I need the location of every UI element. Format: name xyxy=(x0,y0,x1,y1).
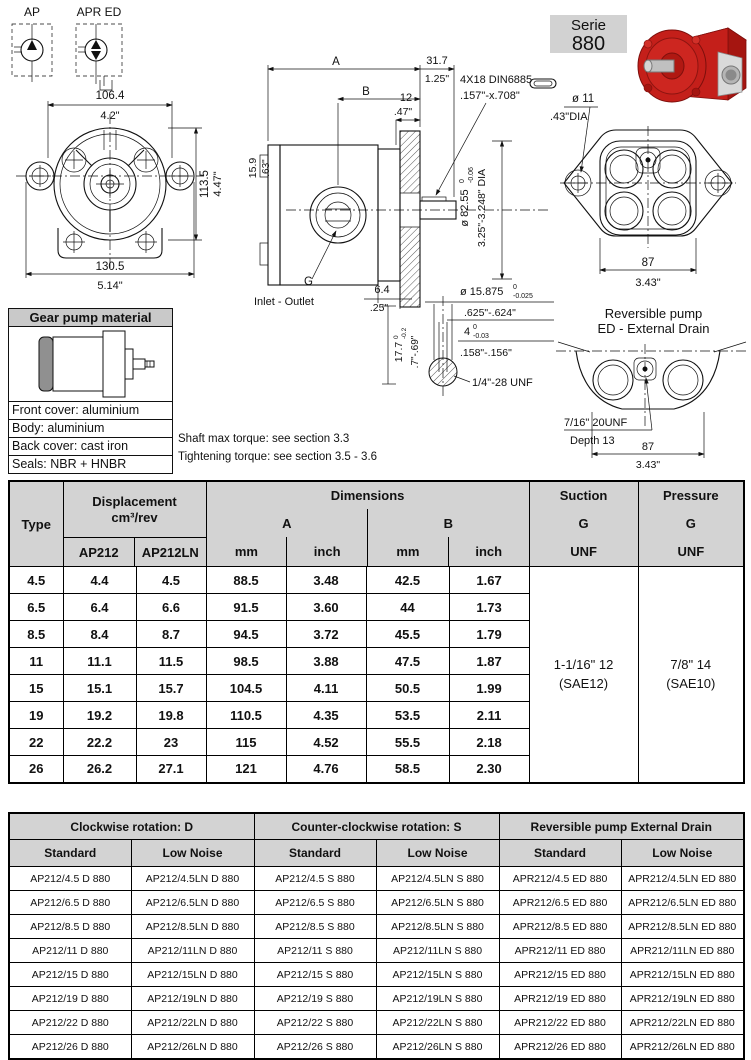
header-a-inch: inch xyxy=(286,537,367,566)
material-box-title: Gear pump material xyxy=(9,309,172,327)
header-suction-label: Suction xyxy=(559,488,608,503)
dim-keylen-mm: 12 xyxy=(399,92,413,104)
cell: 19.2 xyxy=(63,702,136,729)
group-reversible: Reversible pump External Drain xyxy=(499,813,744,840)
subheader-lownoise: Low Noise xyxy=(376,840,499,867)
part-number: AP212/8.5 S 880 xyxy=(254,915,376,939)
material-row: Body: aluminium xyxy=(9,419,172,437)
material-box-drawing xyxy=(9,327,172,401)
header-a-mm: mm xyxy=(234,544,258,559)
rear-view-drawing xyxy=(548,86,751,300)
cell-type: 11 xyxy=(9,648,63,675)
dim-height-in: 4.47" xyxy=(212,171,224,197)
key-note-line1: 4X18 DIN6885 xyxy=(460,74,533,86)
cell: 50.5 xyxy=(366,675,449,702)
dim-pilot-tol-bot: -0.06 xyxy=(468,167,475,183)
part-number: AP212/22 S 880 xyxy=(254,1011,376,1035)
part-number: AP212/8.5LN D 880 xyxy=(131,915,254,939)
cell: 1.99 xyxy=(449,675,529,702)
reversible-title-line2: ED - External Drain xyxy=(597,321,710,336)
cell: 44 xyxy=(366,594,449,621)
part-number: APR212/4.5LN ED 880 xyxy=(621,867,744,891)
dim-height-mm: 113.5 xyxy=(199,170,211,198)
part-number: AP212/4.5LN D 880 xyxy=(131,867,254,891)
detail-len-tol-top: 0 xyxy=(393,335,400,339)
cell: 47.5 xyxy=(366,648,449,675)
header-dimensions xyxy=(206,481,529,567)
part-number: APR212/11LN ED 880 xyxy=(621,939,744,963)
subheader-standard: Standard xyxy=(254,840,376,867)
detail-dia-tol-bot: -0.025 xyxy=(513,293,533,300)
detail-len-mm: 17.7 xyxy=(393,341,405,363)
cell: 42.5 xyxy=(366,567,449,594)
suction-line2: (SAE12) xyxy=(558,676,609,692)
header-ap212ln: AP212LN xyxy=(134,538,206,566)
inlet-outlet-label: Inlet - Outlet xyxy=(254,296,314,308)
dim-total-mm: 130.5 xyxy=(95,261,125,273)
cell: 121 xyxy=(206,756,286,783)
ordering-subheader-row xyxy=(9,840,744,867)
cell: 1.73 xyxy=(449,594,529,621)
cell-type: 4.5 xyxy=(9,567,63,594)
part-number: AP212/19 S 880 xyxy=(254,987,376,1011)
detail-dia-in: .625"-.624" xyxy=(464,307,516,319)
group-clockwise: Clockwise rotation: D xyxy=(9,813,254,840)
header-pressure xyxy=(638,481,744,567)
dim-keylen-in: .47" xyxy=(393,106,413,118)
part-number: AP212/19LN S 880 xyxy=(376,987,499,1011)
cell: 2.30 xyxy=(449,756,529,783)
cell: 6.6 xyxy=(136,594,206,621)
header-pressure-g: G xyxy=(685,516,696,531)
dim-cover-mm: 6.4 xyxy=(374,284,390,296)
part-number: AP212/11LN D 880 xyxy=(131,939,254,963)
dim-cover-in: .25" xyxy=(369,302,389,311)
cell-type: 26 xyxy=(9,756,63,783)
reversible-dim-in: 3.43" xyxy=(635,459,661,470)
dim-pilot-tol-top: 0 xyxy=(459,179,466,183)
cell: 110.5 xyxy=(206,702,286,729)
dim-total-in: 5.14" xyxy=(97,280,123,292)
series-label: Serie xyxy=(570,17,607,34)
material-row: Seals: NBR + HNBR xyxy=(9,455,172,473)
detail-key-in: .158"-.156" xyxy=(460,347,512,359)
cell: 11.5 xyxy=(136,648,206,675)
cell: 1.79 xyxy=(449,621,529,648)
dim-width-mm: 106.4 xyxy=(95,90,125,102)
dim-portoff-in: .63" xyxy=(261,159,272,177)
part-number: AP212/22LN S 880 xyxy=(376,1011,499,1035)
pressure-line1: 7/8" 14 xyxy=(670,657,712,673)
part-number: AP212/4.5LN S 880 xyxy=(376,867,499,891)
header-b-inch: inch xyxy=(448,537,529,566)
cell: 104.5 xyxy=(206,675,286,702)
dim-pilot-in: 3.25"-3.248" DIA xyxy=(476,168,488,248)
cell: 2.11 xyxy=(449,702,529,729)
header-suction-unf: UNF xyxy=(570,544,597,559)
header-pressure-unf: UNF xyxy=(677,544,705,559)
detail-dia-mm: ø 15.875 xyxy=(460,286,504,298)
reversible-dim-mm: 87 xyxy=(641,441,655,453)
cell: 2.18 xyxy=(449,729,529,756)
series-badge xyxy=(550,15,627,53)
cell: 4.52 xyxy=(286,729,366,756)
table-row xyxy=(9,567,744,594)
part-number: AP212/15LN D 880 xyxy=(131,963,254,987)
rear-dim-mm: 87 xyxy=(641,257,655,269)
dim-width-in: 4.2" xyxy=(100,110,120,122)
apred-symbol-label: APR ED xyxy=(76,5,122,19)
cell: 15.7 xyxy=(136,675,206,702)
header-suction-g: G xyxy=(578,516,589,531)
cell-type: 22 xyxy=(9,729,63,756)
subheader-lownoise: Low Noise xyxy=(621,840,744,867)
header-ap212: AP212 xyxy=(78,544,119,560)
header-dim-b: B xyxy=(367,509,529,537)
dim-hole-mm: ø 11 xyxy=(572,93,595,105)
detail-key-tol-top: 0 xyxy=(473,324,477,331)
table-row xyxy=(9,867,744,891)
cell-type: 8.5 xyxy=(9,621,63,648)
part-number: AP212/26 D 880 xyxy=(9,1035,131,1060)
detail-key-mm: 4 xyxy=(464,326,471,338)
cell: 98.5 xyxy=(206,648,286,675)
ap-symbol-label: AP xyxy=(23,5,41,19)
cell: 26.2 xyxy=(63,756,136,783)
part-number: AP212/22 D 880 xyxy=(9,1011,131,1035)
cell: 4.5 xyxy=(136,567,206,594)
part-number: APR212/19LN ED 880 xyxy=(621,987,744,1011)
part-number: APR212/8.5 ED 880 xyxy=(499,915,621,939)
part-number: AP212/11 D 880 xyxy=(9,939,131,963)
part-number: AP212/6.5 S 880 xyxy=(254,891,376,915)
part-number: APR212/15LN ED 880 xyxy=(621,963,744,987)
dim-pilot-mm: ø 82.55 xyxy=(459,189,471,227)
part-number: AP212/26 S 880 xyxy=(254,1035,376,1060)
ordering-table xyxy=(8,812,745,1060)
cell: 8.4 xyxy=(63,621,136,648)
part-number: APR212/22 ED 880 xyxy=(499,1011,621,1035)
reversible-pump-title xyxy=(556,306,751,336)
part-number: AP212/8.5 D 880 xyxy=(9,915,131,939)
subheader-lownoise: Low Noise xyxy=(131,840,254,867)
cell: 3.88 xyxy=(286,648,366,675)
cell: 55.5 xyxy=(366,729,449,756)
pressure-value xyxy=(638,567,744,783)
cell: 27.1 xyxy=(136,756,206,783)
cell: 11.1 xyxy=(63,648,136,675)
note-tightening-torque: Tightening torque: see section 3.5 - 3.6 xyxy=(178,451,378,463)
series-number: 880 xyxy=(571,33,606,55)
dim-b-label: B xyxy=(362,86,370,98)
cell: 94.5 xyxy=(206,621,286,648)
drain-thread-label: 7/16" 20UNF xyxy=(564,417,628,429)
cell-type: 15 xyxy=(9,675,63,702)
ordering-group-row xyxy=(9,813,744,840)
table-row xyxy=(9,1011,744,1035)
cell: 15.1 xyxy=(63,675,136,702)
part-number: AP212/6.5 D 880 xyxy=(9,891,131,915)
front-view-drawing xyxy=(10,88,238,300)
cell: 53.5 xyxy=(366,702,449,729)
part-number: APR212/15 ED 880 xyxy=(499,963,621,987)
header-displacement-line2: cm³/rev xyxy=(111,509,158,525)
part-number: AP212/15 S 880 xyxy=(254,963,376,987)
dim-hole-in: .43"DIA xyxy=(550,111,588,123)
cell-type: 19 xyxy=(9,702,63,729)
subheader-standard: Standard xyxy=(499,840,621,867)
part-number: AP212/11 S 880 xyxy=(254,939,376,963)
table-row xyxy=(9,963,744,987)
torque-notes xyxy=(178,430,458,466)
part-number: AP212/11LN S 880 xyxy=(376,939,499,963)
reversible-title-line1: Reversible pump xyxy=(604,306,703,321)
table-row xyxy=(9,939,744,963)
cell: 1.87 xyxy=(449,648,529,675)
port-g-label: G xyxy=(304,276,313,288)
table-row xyxy=(9,987,744,1011)
part-number: AP212/19 D 880 xyxy=(9,987,131,1011)
part-number: AP212/22LN D 880 xyxy=(131,1011,254,1035)
header-dim-a: A xyxy=(282,515,292,531)
suction-value xyxy=(529,567,638,783)
cell: 4.11 xyxy=(286,675,366,702)
material-row: Front cover: aluminium xyxy=(9,401,172,419)
part-number: APR212/26 ED 880 xyxy=(499,1035,621,1060)
note-shaft-torque: Shaft max torque: see section 3.3 xyxy=(178,433,350,445)
part-number: APR212/6.5LN ED 880 xyxy=(621,891,744,915)
table-row xyxy=(9,891,744,915)
part-number: APR212/11 ED 880 xyxy=(499,939,621,963)
material-row: Back cover: cast iron xyxy=(9,437,172,455)
cell: 3.48 xyxy=(286,567,366,594)
subheader-standard: Standard xyxy=(9,840,131,867)
key-note-line2: .157"-x.708" xyxy=(460,90,520,102)
header-suction xyxy=(529,481,638,567)
dim-shaftlen-in: 1.25" xyxy=(424,73,450,85)
group-counterclockwise: Counter-clockwise rotation: S xyxy=(254,813,499,840)
part-number: AP212/15LN S 880 xyxy=(376,963,499,987)
part-number: APR212/4.5 ED 880 xyxy=(499,867,621,891)
detail-key-tol-bot: -0.03 xyxy=(473,333,489,340)
cell-type: 6.5 xyxy=(9,594,63,621)
dim-shaftlen-mm: 31.7 xyxy=(426,55,448,67)
header-type: Type xyxy=(9,481,63,567)
dimension-table xyxy=(8,480,745,784)
part-number: APR212/19 ED 880 xyxy=(499,987,621,1011)
header-b-mm: mm xyxy=(367,537,448,566)
detail-dia-tol-top: 0 xyxy=(513,284,517,291)
cell: 23 xyxy=(136,729,206,756)
section-view-drawing xyxy=(246,53,558,311)
header-displacement xyxy=(63,481,206,567)
part-number: AP212/15 D 880 xyxy=(9,963,131,987)
cell: 4.35 xyxy=(286,702,366,729)
cell: 91.5 xyxy=(206,594,286,621)
cell: 58.5 xyxy=(366,756,449,783)
cell: 3.60 xyxy=(286,594,366,621)
rear-dim-in: 3.43" xyxy=(635,277,661,289)
part-number: APR212/22LN ED 880 xyxy=(621,1011,744,1035)
part-number: AP212/6.5LN S 880 xyxy=(376,891,499,915)
suction-line1: 1-1/16" 12 xyxy=(553,657,614,673)
part-number: AP212/8.5LN S 880 xyxy=(376,915,499,939)
part-number: AP212/19LN D 880 xyxy=(131,987,254,1011)
detail-len-in: .7"-.69" xyxy=(410,335,421,369)
table-row xyxy=(9,1035,744,1060)
detail-thread-label: 1/4"-28 UNF xyxy=(472,377,533,389)
dim-a-label: A xyxy=(332,56,340,68)
part-number: AP212/4.5 D 880 xyxy=(9,867,131,891)
cell: 4.4 xyxy=(63,567,136,594)
part-number: AP212/26LN S 880 xyxy=(376,1035,499,1060)
cell: 88.5 xyxy=(206,567,286,594)
part-number: AP212/4.5 S 880 xyxy=(254,867,376,891)
drain-depth-label: Depth 13 xyxy=(570,435,615,447)
material-box xyxy=(8,308,173,474)
cell: 22.2 xyxy=(63,729,136,756)
table-row xyxy=(9,915,744,939)
part-number: AP212/26LN D 880 xyxy=(131,1035,254,1060)
part-number: APR212/6.5 ED 880 xyxy=(499,891,621,915)
dim-portoff-mm: 15.9 xyxy=(247,157,259,179)
cell: 115 xyxy=(206,729,286,756)
header-pressure-label: Pressure xyxy=(662,488,719,503)
cell: 3.72 xyxy=(286,621,366,648)
cell: 6.4 xyxy=(63,594,136,621)
cell: 4.76 xyxy=(286,756,366,783)
cell: 8.7 xyxy=(136,621,206,648)
part-number: APR212/26LN ED 880 xyxy=(621,1035,744,1060)
detail-len-tol-bot: -0.2 xyxy=(401,327,408,339)
reversible-pump-drawing xyxy=(556,336,751,470)
cell: 1.67 xyxy=(449,567,529,594)
cell: 45.5 xyxy=(366,621,449,648)
part-number: APR212/8.5LN ED 880 xyxy=(621,915,744,939)
part-number: AP212/6.5LN D 880 xyxy=(131,891,254,915)
cell: 19.8 xyxy=(136,702,206,729)
header-dimensions-label: Dimensions xyxy=(330,488,405,503)
header-displacement-line1: Displacement xyxy=(92,493,177,509)
pressure-line2: (SAE10) xyxy=(666,676,716,692)
